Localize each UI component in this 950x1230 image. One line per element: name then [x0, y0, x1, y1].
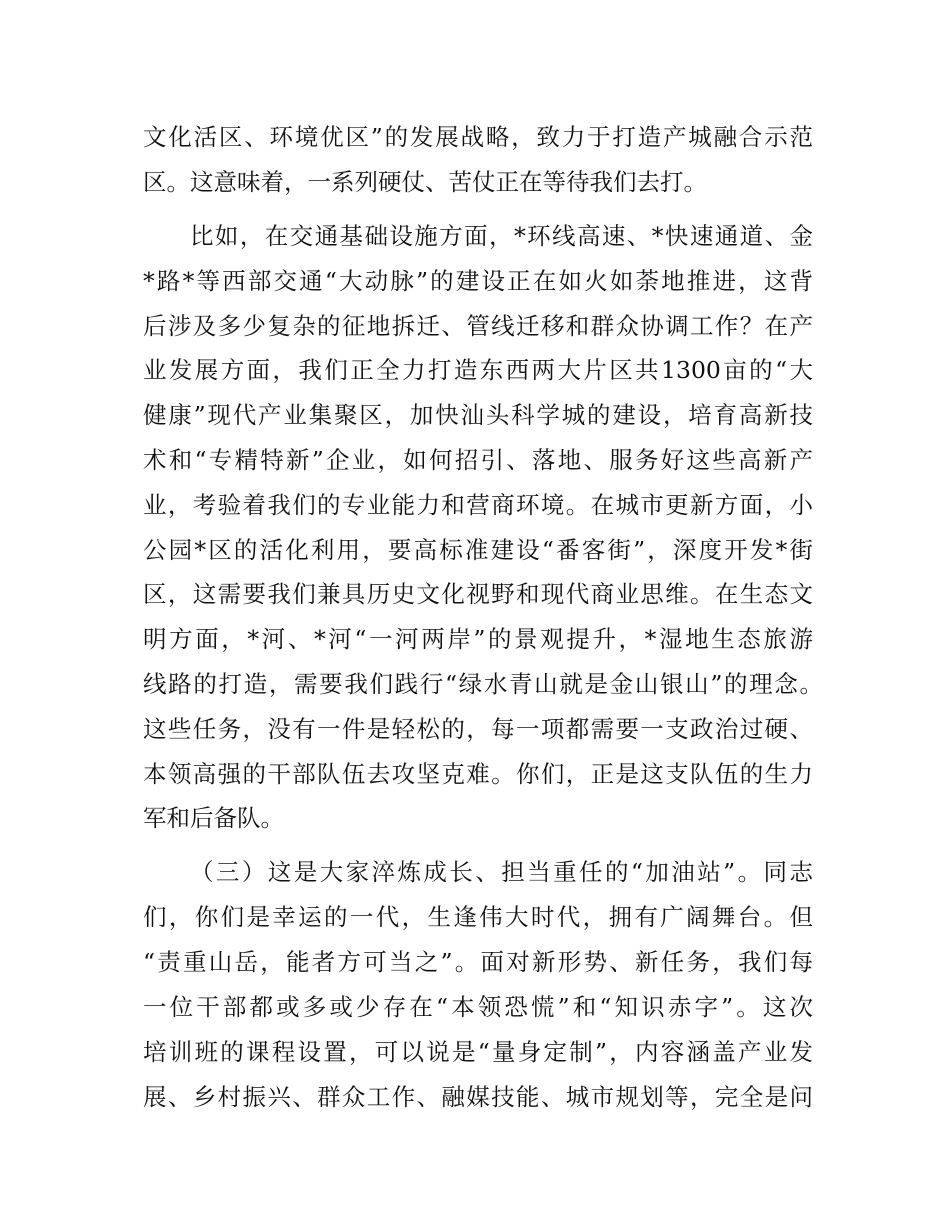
text-line: *路*等西部交通“大动脉”的建设正在如火如荼地推进，这背	[143, 267, 813, 295]
text-line: 后涉及多少复杂的征地拆迁、管线迁移和群众协调工作？在产	[143, 312, 813, 340]
text-line: 区。这意味着，一系列硬仗、苦仗正在等待我们去打。	[143, 168, 707, 196]
text-line: 公园*区的活化利用，要高标准建设“番客街”，深度开发*街	[143, 536, 813, 564]
text-line: 比如，在交通基础设施方面，*环线高速、*快速通道、金	[190, 222, 813, 250]
text-line: （三）这是大家淬炼成长、担当重任的“加油站”。同志	[190, 858, 813, 886]
text-line: 培训班的课程设置，可以说是“量身定制”，内容涵盖产业发	[143, 1038, 813, 1066]
text-line: 术和“专精特新”企业，如何招引、落地、服务好这些高新产	[143, 446, 813, 474]
text-line: 本领高强的干部队伍去攻坚克难。你们，正是这支队伍的生力	[143, 760, 813, 788]
text-line: 这些任务，没有一件是轻松的，每一项都需要一支政治过硬、	[143, 715, 813, 743]
text-line: 展、乡村振兴、群众工作、融媒技能、城市规划等，完全是问	[143, 1083, 813, 1111]
text-line: 区，这需要我们兼具历史文化视野和现代商业思维。在生态文	[143, 580, 813, 608]
text-line: 明方面，*河、*河“一河两岸”的景观提升，*湿地生态旅游	[143, 625, 813, 653]
text-line: 一位干部都或多或少存在“本领恐慌”和“知识赤字”。这次	[143, 993, 813, 1021]
text-line: “责重山岳，能者方可当之”。面对新形势、新任务，我们每	[143, 948, 813, 976]
text-line: 业，考验着我们的专业能力和营商环境。在城市更新方面，小	[143, 491, 813, 519]
text-line: 军和后备队。	[143, 804, 284, 832]
text-line: 文化活区、环境优区”的发展战略，致力于打造产城融合示范	[143, 123, 813, 151]
text-line: 们，你们是幸运的一代，生逢伟大时代，拥有广阔舞台。但	[143, 903, 813, 931]
text-line: 线路的打造，需要我们践行“绿水青山就是金山银山”的理念。	[143, 670, 823, 698]
text-line: 业发展方面，我们正全力打造东西两大片区共1300亩的“大	[143, 356, 813, 384]
text-line: 健康”现代产业集聚区，加快汕头科学城的建设，培育高新技	[143, 401, 813, 429]
